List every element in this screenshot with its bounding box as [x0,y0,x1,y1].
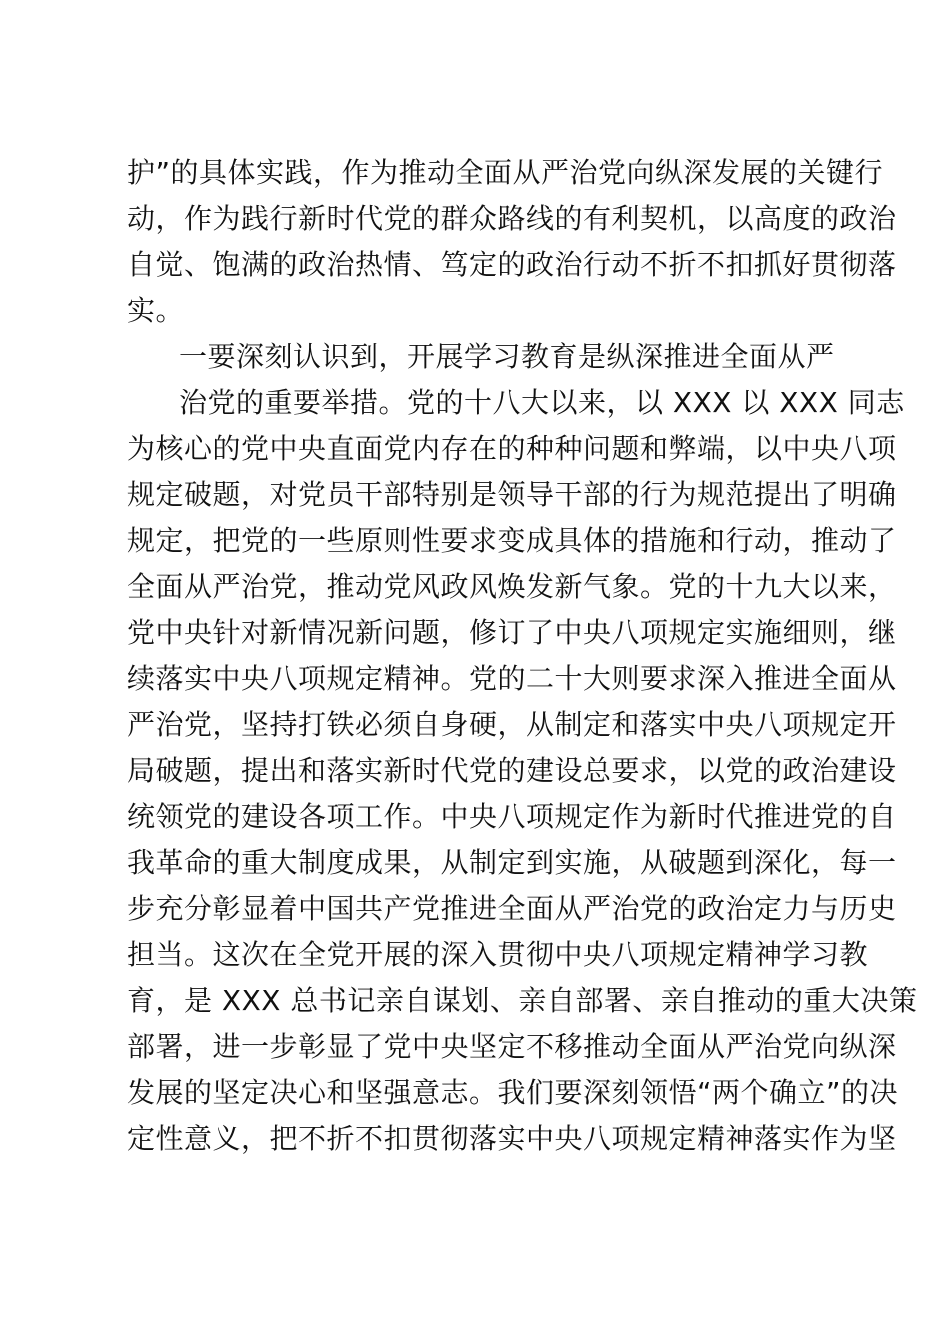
text-line: 发展的坚定决心和坚强意志。我们要深刻领悟“两个确立”的决 [127,1076,899,1109]
text-line: 全面从严治党，推动党风政风焕发新气象。党的十九大以来， [127,570,897,603]
text-line: 党中央针对新情况新问题，修订了中央八项规定实施细则，继 [127,616,897,649]
text-line: 自觉、饱满的政治热情、笃定的政治行动不折不扣抓好贯彻落 [127,248,897,281]
text-line: 定性意义，把不折不扣贯彻落实中央八项规定精神落实作为坚 [127,1122,897,1155]
text-line: 担当。这次在全党开展的深入贯彻中央八项规定精神学习教 [127,938,869,971]
text-line: 育，是 XXX 总书记亲自谋划、亲自部署、亲自推动的重大决策 [127,984,918,1017]
body-text [127,150,918,1162]
text-line: 为核心的党中央直面党内存在的种种问题和弊端，以中央八项 [127,432,897,465]
text-line: 部署，进一步彰显了党中央坚定不移推动全面从严治党向纵深 [127,1030,897,1063]
text-line: 统领党的建设各项工作。中央八项规定作为新时代推进党的自 [127,800,897,833]
text-line: 护”的具体实践，作为推动全面从严治党向纵深发展的关键行 [127,156,884,189]
text-line: 续落实中央八项规定精神。党的二十大则要求深入推进全面从 [127,662,897,695]
text-line: 一要深刻认识到，开展学习教育是纵深推进全面从严 [179,340,835,373]
text-line: 治党的重要举措。党的十八大以来，以 XXX 以 XXX 同志 [179,386,905,419]
text-line: 动，作为践行新时代党的群众路线的有利契机，以高度的政治 [127,202,897,235]
text-line: 局破题，提出和落实新时代党的建设总要求，以党的政治建设 [127,754,897,787]
text-line: 实。 [127,294,185,327]
text-line: 严治党，坚持打铁必须自身硬，从制定和落实中央八项规定开 [127,708,897,741]
text-line: 规定，把党的一些原则性要求变成具体的措施和行动，推动了 [127,524,897,557]
text-line: 步充分彰显着中国共产党推进全面从严治党的政治定力与历史 [127,892,897,925]
text-line: 规定破题，对党员干部特别是领导干部的行为规范提出了明确 [127,478,897,511]
text-line: 我革命的重大制度成果，从制定到实施，从破题到深化，每一 [127,846,897,879]
